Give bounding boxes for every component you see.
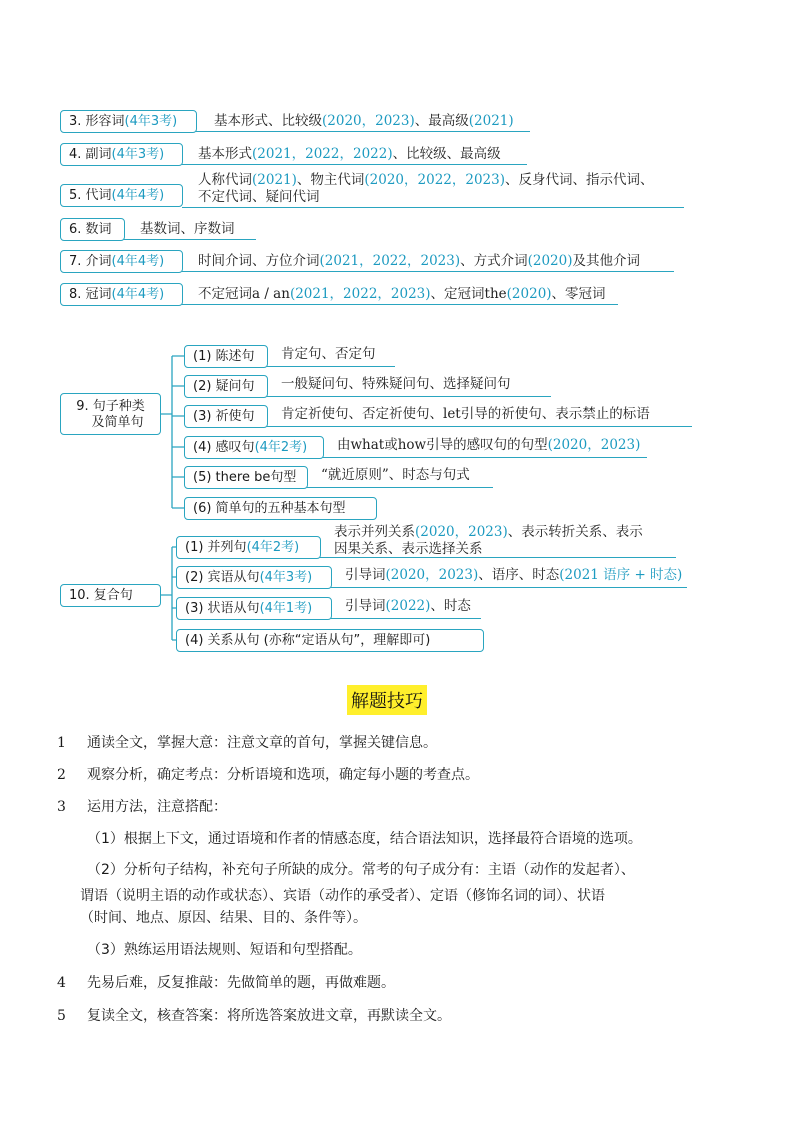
desc-segment: 时间介词、方位介词: [198, 253, 320, 269]
underline: [267, 396, 551, 397]
year-highlight: (2020，2022，2023): [364, 172, 505, 188]
sub-exam-count: (4年3考): [259, 570, 313, 585]
desc-segment: 引导词: [345, 598, 386, 614]
tip-number: 3: [57, 799, 66, 815]
desc-segment: 肯定祈使句、否定祈使句、let引导的祈使句、表示禁止的标语: [281, 406, 650, 422]
tips-title: 解题技巧: [347, 685, 427, 715]
tip-subline: [87, 940, 362, 962]
underline: [267, 426, 692, 427]
sub-desc: [321, 467, 470, 484]
tip-text: （1）根据上下文，通过语境和作者的情感态度，结合语法知识，选择最符合语境的选项。: [87, 831, 642, 847]
item-exam-count: (4年3考): [111, 147, 165, 162]
desc-segment: 、反身代词、指示代词、: [505, 172, 654, 188]
desc-segment: 基本形式: [198, 146, 252, 162]
section10-label: 10. 复合句: [69, 588, 133, 603]
item-label: 7. 介词: [69, 254, 112, 269]
desc-segment: 、最高级: [414, 113, 469, 129]
underline: [320, 557, 676, 558]
desc-segment: 引导词: [345, 567, 386, 583]
desc-segment: “就近原则”、时态与句式: [321, 467, 470, 483]
tip-text: （3）熟练运用语法规则、短语和句型搭配。: [87, 942, 362, 958]
tip-line: [57, 1006, 451, 1028]
sub-label: (4) 感叹句: [193, 440, 255, 455]
desc-segment: 表示并列关系: [334, 524, 415, 540]
item-exam-count: (4年4考): [111, 188, 165, 203]
desc-segment: 、语序、时态: [478, 567, 560, 583]
sub-exclamatory: [184, 436, 324, 459]
tip-subline: [80, 908, 367, 930]
desc-segment: 人称代词: [198, 172, 252, 188]
sub-desc: [345, 567, 682, 584]
item-label: 8. 冠词: [69, 287, 112, 302]
year-highlight: (2020，2023): [547, 437, 641, 453]
tip-subline: [80, 886, 605, 908]
desc-segment: 基本形式、比较级: [214, 113, 322, 129]
year-highlight: (2020): [506, 286, 552, 302]
tip-line: [57, 973, 395, 995]
underline: [323, 457, 647, 458]
year-highlight: (2021): [468, 113, 514, 129]
sub-adverbial-clause: [176, 597, 332, 620]
tip-line: [57, 797, 227, 819]
tip-text: 通读全文，掌握大意：注意文章的首句，掌握关键信息。: [87, 735, 437, 751]
desc-segment: 因果关系、表示选择关系: [334, 541, 483, 557]
section10-label-box: [60, 584, 161, 607]
year-highlight: (2020): [527, 253, 573, 269]
year-highlight: (2022): [385, 598, 431, 614]
tip-text: 复读全文，核查答案：将所选答案放进文章，再默读全文。: [87, 1008, 451, 1024]
item-label: 3. 形容词: [69, 114, 125, 129]
year-highlight: (2020，2023): [385, 567, 479, 583]
sub-desc-line1: [334, 524, 643, 541]
sub-exam-count: (4年2考): [254, 440, 308, 455]
desc-segment: 不定代词、疑问代词: [198, 189, 320, 205]
tip-text: 运用方法，注意搭配：: [87, 799, 227, 815]
underline: [331, 587, 687, 588]
desc-segment: 、方式介词: [460, 253, 528, 269]
underline: [307, 487, 493, 488]
sub-declarative: [184, 345, 268, 368]
desc-segment: 、物主代词: [296, 172, 365, 188]
sub-label: (4) 关系从句 (亦称“定语从句”，理解即可): [185, 633, 431, 648]
desc-segment: 不定冠词a / an: [198, 286, 290, 302]
sub-label: (1) 并列句: [185, 540, 247, 555]
item-label: 4. 副词: [69, 147, 112, 162]
sub-there-be: [184, 466, 308, 489]
sub-imperative: [184, 405, 268, 428]
desc-segment: 、表示转折关系、表示: [507, 524, 643, 540]
tip-number: 4: [57, 975, 66, 991]
year-highlight: (2021): [252, 172, 297, 188]
tip-number: 2: [57, 767, 66, 783]
tip-line: [57, 733, 437, 755]
year-highlight: (2020，2023): [415, 524, 508, 540]
desc-segment: 、定冠词the: [430, 286, 507, 302]
sub-desc: [281, 406, 650, 423]
item-exam-count: (4年4考): [111, 287, 165, 302]
section9-label-line2: 及简单句: [91, 414, 144, 430]
tip-text: 观察分析，确定考点：分析语境和选项，确定每小题的考查点。: [87, 767, 479, 783]
sub-label: (3) 状语从句: [185, 601, 260, 616]
tip-text: （2）分析句子结构，补充句子所缺的成分。常考的句子成分有：主语（动作的发起者）、: [87, 862, 635, 878]
sub-desc: [337, 437, 640, 454]
tip-text: （时间、地点、原因、结果、目的、条件等）。: [80, 910, 367, 926]
section9-label-line1: 9. 句子种类: [76, 398, 145, 414]
underline: [267, 366, 395, 367]
item-label: 6. 数词: [69, 222, 112, 237]
sub-label: (2) 宾语从句: [185, 570, 260, 585]
desc-segment: 基数词、序数词: [140, 221, 235, 237]
year-highlight: (2021，2022，2023): [289, 286, 431, 302]
sub-desc-line2: [334, 541, 483, 558]
sub-desc: [281, 376, 511, 393]
sub-compound: [176, 536, 321, 559]
section9-label-box: [60, 393, 161, 435]
underline: [331, 618, 481, 619]
sub-object-clause: [176, 566, 332, 589]
tip-text: 谓语（说明主语的动作或状态）、宾语（动作的承受者）、定语（修饰名词的词）、状语: [80, 888, 605, 904]
item-label: 5. 代词: [69, 188, 112, 203]
item-exam-count: (4年3考): [124, 114, 178, 129]
desc-segment: 由what或how引导的感叹句的句型: [337, 437, 548, 453]
desc-segment: 及其他介词: [572, 253, 640, 269]
tip-line: [57, 765, 479, 787]
desc-segment: 、比较级、最高级: [392, 146, 501, 162]
desc-segment: 肯定句、否定句: [281, 346, 376, 362]
tip-text: 先易后难，反复推敲：先做简单的题，再做难题。: [87, 975, 395, 991]
tip-subline: [87, 860, 635, 882]
sub-interrogative: [184, 375, 268, 398]
sub-exam-count: (4年1考): [259, 601, 313, 616]
year-highlight: (2021，2022，2023): [319, 253, 461, 269]
sub-label: (3) 祈使句: [193, 409, 255, 424]
sub-label: (5) there be句型: [193, 470, 297, 485]
sub-desc: [281, 346, 376, 363]
sub-label: (1) 陈述句: [193, 349, 255, 364]
desc-segment: 一般疑问句、特殊疑问句、选择疑问句: [281, 376, 511, 392]
sub-label: (2) 疑问句: [193, 379, 255, 394]
sub-desc: [345, 598, 471, 615]
item-exam-count: (4年4考): [111, 254, 165, 269]
sub-relative-clause: [176, 629, 484, 652]
year-highlight: (2020，2023): [322, 113, 415, 129]
tip-subline: [87, 829, 642, 851]
tip-number: 1: [57, 735, 66, 751]
sub-five-patterns: [184, 497, 377, 520]
tip-number: 5: [57, 1008, 66, 1024]
year-highlight: (2021，2022，2022): [252, 146, 393, 162]
sub-exam-count: (4年2考): [246, 540, 300, 555]
desc-segment: 、时态: [430, 598, 471, 614]
sub-label: (6) 简单句的五种基本句型: [193, 501, 346, 516]
year-highlight: (2021 语序 + 时态): [559, 567, 683, 583]
desc-segment: 、零冠词: [551, 286, 606, 302]
